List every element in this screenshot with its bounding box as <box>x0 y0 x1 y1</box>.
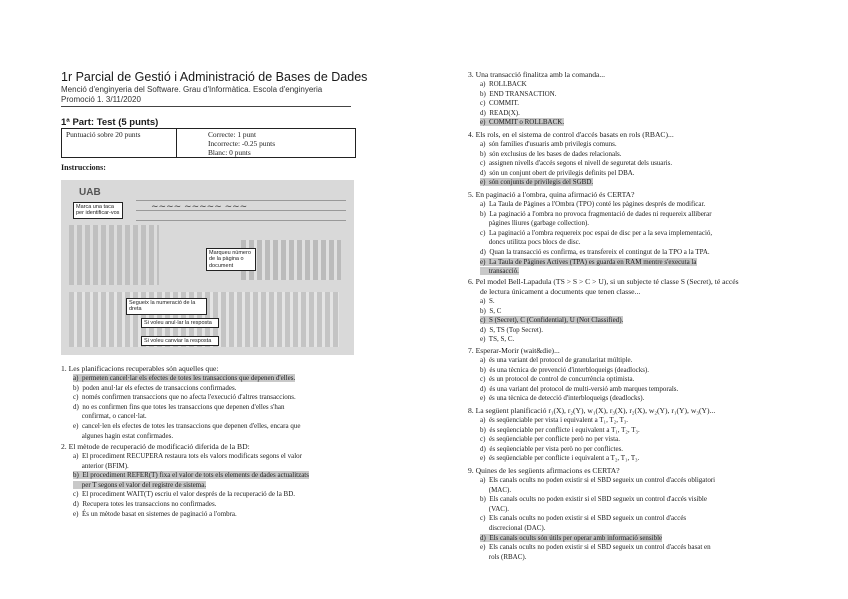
option: d) Els canals ocults són útils per operar amb informació sensible <box>480 533 663 542</box>
option: b) La paginació a l'ombra no provoca fragmentació de dades ni requereix alliberar <box>480 209 712 218</box>
option: c) El procediment WAIT(T) escriu el valor després de la recuperació de la BD. <box>73 490 296 499</box>
option: confirmat, o cancel·lat. <box>73 412 147 421</box>
option: discrecional (DAC). <box>480 523 546 532</box>
option: c) només confirmen transaccions que no afecta l'execució d'altres transaccions. <box>73 393 296 402</box>
option: b) és una tècnica de prevenció d'interbloqueigs (deadlocks). <box>480 365 650 374</box>
part-heading: 1ª Part: Test (5 punts) <box>61 117 159 128</box>
option: e) TS, S, C. <box>480 335 515 344</box>
option: a) El procediment RECUPERA restaura tots els valors modificats segons el valor <box>73 452 303 460</box>
option: b) poden anul·lar els efectes de transaccions confirmades. <box>73 383 237 392</box>
option: d) és una variant del protocol de multi-versió amb marques temporals. <box>480 384 679 393</box>
callout-cancel: Si voleu anul·lar la resposta <box>141 318 219 328</box>
document-date: Promoció 1. 3/11/2020 <box>61 95 141 104</box>
option: a) és seqüenciable per vista i equivalent a T₁, T₂, T₃. <box>480 416 629 424</box>
option: d) Quan la transacció es confirma, es transfereix el contingut de la TPO a la TPA. <box>480 247 710 256</box>
option: a) S. <box>480 297 495 305</box>
question-1: 1. Les planificacions recuperables són aquelles que: a) permeten cancel·lar els efectes de totes les transaccions que depenen d'elles. b) poden anul·lar els efectes de transaccions confirmades. c) només confirmen transaccions que no afecta l'execució d'altres transaccions. d) no es confirmen fins que totes les transaccions que depenen d'elles s'han confirmat, o cancel·lat. e) cancel·len els efectes de totes les transaccions que depenen d'elles, encara que algunes hagin estat confirmades. <box>61 364 301 440</box>
question-2-options <box>73 452 309 519</box>
option: e) Els canals ocults no poden existir si el SBD segueix un control d'accés basat en <box>480 543 711 552</box>
option: (VAC). <box>480 504 510 513</box>
score-label: Puntuació sobre 20 punts <box>66 130 141 139</box>
option: algunes hagin estat confirmades. <box>73 431 174 440</box>
question-7: 7. Esperar-Morir (wait&die)... a) és una variant del protocol de granularitat múltiple. b) és una tècnica de prevenció d'interbloqueigs (deadlocks). c) és un protocol de control de concurrència optimista. d) és una variant del protocol de multi-versió amb marques temporals. e) és una tècnica de detecció d'interbloqueigs (deadlocks). <box>468 346 679 403</box>
option: (MAC). <box>480 485 512 494</box>
callout-page-number: Marqueu número de la pàgina o document <box>206 248 256 271</box>
question-9: 9. Quines de les següents afirmacions es CERTA? a) Els canals ocults no poden existir si el SBD segueix un control d'accés obligatori (MAC). b) Els canals ocults no poden existir si el SBD segueix un control d'accés visible (VAC). c) Els canals ocults no poden existir si el SBD segueix un control d'accés discrecional (DAC). d) Els canals ocults són útils per operar amb informació sensible e) Els canals ocults no poden existir si el SBD segueix un control d'accés basat en rols (RBAC). <box>468 466 716 561</box>
callout-change: Si voleu canviar la resposta <box>141 336 219 346</box>
score-incorrect: Incorrecte: -0.25 punts <box>208 139 276 148</box>
option: c) S (Secret), C (Confidential), U (Not Classified). <box>480 316 624 325</box>
option: e) és seqüenciable per conflicte i equivalent a T₂, T₁, T₃. <box>480 454 640 463</box>
option: transacció. <box>480 267 519 276</box>
option: c) és seqüenciable per conflicte però no per vista. <box>480 435 620 444</box>
id-grid <box>69 225 159 285</box>
option: e) És un mètode basat en sistemes de paginació a l'ombra. <box>73 509 237 518</box>
question-1-options <box>73 374 300 441</box>
option: b) és seqüenciable per conflicte i equivalent a T₁, T₂, T₃. <box>480 425 640 434</box>
score-correct: Correcte: 1 punt <box>208 130 257 139</box>
option: d) és seqüenciable per vista però no per conflictes. <box>480 444 624 453</box>
option: d) no es confirmen fins que totes les transaccions que depenen d'elles s'han <box>73 402 285 411</box>
callout-identify: Marca una taca per identificar-vos <box>73 202 123 219</box>
option: d) Recupera totes les transaccions no confirmades. <box>73 499 217 508</box>
option: a) és una variant del protocol de granularitat múltiple. <box>480 356 633 364</box>
option: b) S, C <box>480 306 502 315</box>
option: e) són conjunts de privilegis del SGBD. <box>480 178 594 187</box>
option: rols (RBAC). <box>480 552 527 561</box>
option: pàgines lliures (garbage collection). <box>480 219 590 228</box>
option: b) són exclusius de les bases de dades relacionals. <box>480 149 622 158</box>
option: c) assignen nivells d'accés segons el nivell de seguretat dels usuaris. <box>480 159 673 168</box>
document-subtitle: Menció d'enginyeria del Software. Grau d'Informàtica. Escola d'enginyeria <box>61 85 323 94</box>
option: c) COMMIT. <box>480 99 519 108</box>
option: b) El procediment REFER(T) fixa el valor de tots els elements de dades actualitzats <box>73 471 309 480</box>
option: b) Els canals ocults no poden existir si el SBD segueix un control d'accés visible <box>480 495 707 504</box>
question-5: 5. En paginació a l'ombra, quina afirmació és CERTA? a) La Taula de Pàgines a l'Ombra (TPO) conté les pàgines després de modificar. b) La paginació a l'ombra no provoca fragmentació de dades ni requereix alliberar pàgines lliures (garbage collection). c) La paginació a l'ombra requereix poc espai de disc per a la seva implementació, doncs utilitza pocs blocs de disc. d) Quan la transacció es confirma, es transfereix el contingut de la TPO a la TPA. e) La Taula de Pàgines Actives (TPA) es guarda en RAM mentre s'executa la transacció. <box>468 190 713 276</box>
option: a) ROLLBACK <box>480 80 527 88</box>
option: d) READ(X). <box>480 108 520 117</box>
option: b) END TRANSACTION. <box>480 89 557 98</box>
score-box <box>61 128 356 158</box>
score-blank: Blanc: 0 punts <box>208 148 251 157</box>
option: doncs utilitza pocs blocs de disc. <box>480 238 581 247</box>
option: a) Els canals ocults no poden existir si el SBD segueix un control d'accés obligatori <box>480 476 716 484</box>
option: a) són famílies d'usuaris amb privilegis comuns. <box>480 140 617 148</box>
option: e) COMMIT o ROLLBACK. <box>480 118 565 127</box>
option: c) és un protocol de control de concurrència optimista. <box>480 375 635 384</box>
option: c) La paginació a l'ombra requereix poc espai de disc per a la seva implementació, <box>480 228 713 237</box>
option: d) són un conjunt obert de privilegis definits pel DBA. <box>480 168 635 177</box>
handwriting: ~~~~ ~~~~~ ~~~ <box>151 202 248 212</box>
option: per T segons el valor del registre de sistema. <box>73 480 207 489</box>
option: a) permeten cancel·lar els efectes de totes les transaccions que depenen d'elles. <box>73 374 296 382</box>
instructions-heading: Instruccions: <box>61 163 106 172</box>
option: e) La Taula de Pàgines Actives (TPA) es guarda en RAM mentre s'executa la <box>480 257 697 266</box>
option: d) S, TS (Top Secret). <box>480 325 543 334</box>
question-3: 3. Una transacció finalitza amb la comanda... a) ROLLBACK b) END TRANSACTION. c) COMMIT. d) READ(X). e) COMMIT o ROLLBACK. <box>468 70 606 127</box>
question-2: 2. El mètode de recuperació de modificació diferida de la BD: a) El procediment RECUPERA restaura tots els valors modificats segons el valor anterior (BFIM). b) El procediment REFER(T) fixa el valor de tots els elements de dades actualitzats per T segons el valor del registre de sistema. c) El procediment WAIT(T) escriu el valor després de la recuperació de la BD. d) Recupera totes les transaccions no confirmades. e) És un mètode basat en sistemes de paginació a l'ombra. <box>61 442 309 518</box>
option: e) cancel·len els efectes de totes les transaccions que depenen d'elles, encara que <box>73 421 301 430</box>
option: a) La Taula de Pàgines a l'Ombra (TPO) conté les pàgines després de modificar. <box>480 200 706 208</box>
question-6: 6. Pel model Bell-Lapadula (TS > S > C > U), si un subjecte té classe S (Secret), té accés de lectura únicament a documents que tenen classe... a) S. b) S, C c) S (Secret), C (Confidential), U (Not Classified). d) S, TS (Top Secret). e) TS, S, C. <box>468 277 739 344</box>
option: e) és una tècnica de detecció d'interbloqueigs (deadlocks). <box>480 394 645 403</box>
document-title: 1r Parcial de Gestió i Administració de Bases de Dades <box>61 70 368 84</box>
question-8: 8. La següent planificació r₁(X), r₂(Y), w₁(X), r₃(X), r₂(X), w₂(Y), r₁(Y), w₃(Y)... a) és seqüenciable per vista i equivalent a T₁, T₂, T₃. b) és seqüenciable per conflicte i equivalent a T₁, T₂, T₃. c) és seqüenciable per conflicte però no per vista. d) és seqüenciable per vista però no per conflictes. e) és seqüenciable per conflicte i equivalent a T₂, T₁, T₃. <box>468 406 716 463</box>
callout-numbering: Segueix la numeració de la dreta <box>126 298 207 315</box>
page-grid <box>241 240 341 280</box>
option: c) Els canals ocults no poden existir si el SBD segueix un control d'accés <box>480 514 687 523</box>
answer-sheet-image <box>61 180 354 355</box>
uab-logo: UAB <box>79 187 101 198</box>
header-divider <box>61 106 351 107</box>
question-4: 4. Els rols, en el sistema de control d'accés basats en rols (RBAC)... a) són famílies d'usuaris amb privilegis comuns. b) són exclusius de les bases de dades relacionals. c) assignen nivells d'accés segons el nivell de seguretat dels usuaris. d) són un conjunt obert de privilegis definits pel DBA. e) són conjunts de privilegis del SGBD. <box>468 130 674 187</box>
option: anterior (BFIM). <box>73 461 129 470</box>
